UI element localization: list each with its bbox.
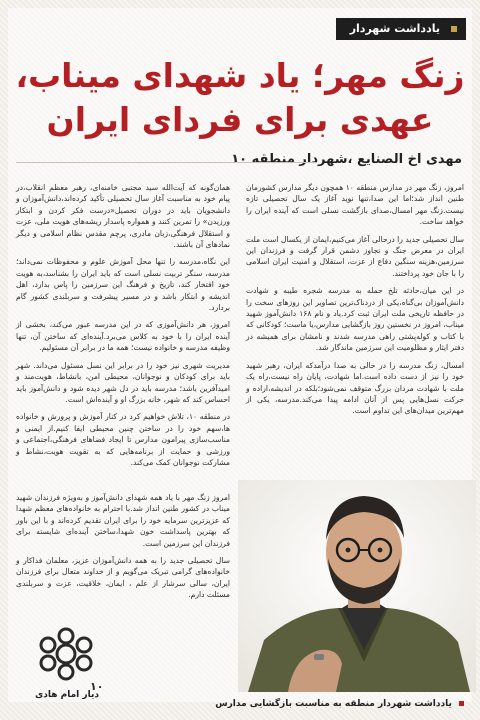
municipality-emblem-icon xyxy=(24,624,108,694)
byline-divider xyxy=(16,162,316,163)
section-tag xyxy=(336,18,466,40)
logo-label: دیار امام هادی xyxy=(35,690,99,700)
article-column-right xyxy=(246,182,464,423)
paragraph: در این میان،حادثه تلخ حمله به مدرسه شجره طیبه و شهادت دانش‌آموزان بی‌گناه،یکی از دردناک‌ترین تصاویر این روزهای سخت را در حافظه تاریخی ملت ایران ثبت کرد.یاد و نام ۱۶۸ دانش‌آموز شهید میناب، امروز در نخستین روز بازگشایی مدارس،یا ماست؛ کودکانی که با کتاب و کوله‌پشتی راهی مدرسه شدند و نامشان برای همیشه در دفتر ایثار و مظلومیت این سرزمین ماندگار شد. xyxy=(246,286,464,353)
section-tag-label: یادداشت شهردار xyxy=(349,22,440,35)
paragraph: امروز، زنگ مهر در مدارس منطقه ۱۰ همچون دیگر مدارس کشورمان طنین انداز شد؛اما این صدا،تنها نوید آغاز یک سال تحصیلی تازه نیست.زنگ مهر امسال،صدای بازگشت نسلی است که آینده ایران را خواهد ساخت. xyxy=(246,183,464,227)
headline-line-1: زنگ مهر؛ یاد شهدای میناب، xyxy=(15,56,465,95)
paragraph: در منطقه ۱۰، تلاش خواهیم کرد در کنار آموزش و پرورش و خانواده ها،سهم خود را در ساختن چنین محیطی ایفا کنیم.از ایمنی و مناسب‌سازی پیرامون مدارس تا ایجاد فضاهای فرهنگی،اجتماعی و ورزشی و حمایت از برنامه‌هایی که به تقویت هویت،نشاط و مشارکت نوجوانان کمک می‌کند. xyxy=(16,412,230,467)
article-column-left-bottom xyxy=(16,492,230,607)
headline-line-2: عهدی برای فردای ایران xyxy=(46,100,434,139)
paragraph: مدیریت شهری نیز خود را در برابر این نسل مسئول می‌داند. شهر باید برای کودکان و نوجوانان، محیطی امن، بانشاط، هویت‌مند و امیدآفرین باشد؛ مدرسه باید در دل شهر دیده شود و دانش‌آموز باید احساس کند که شهر، خانه بزرگ او و آینده‌اش است. xyxy=(16,360,230,404)
caption-text: یادداشت شهردار منطقه به مناسبت بازگشایی مدارس xyxy=(215,699,452,709)
paragraph: سال تحصیلی جدید را به همه دانش‌آموزان عزیز، معلمان فداکار و خانواده‌های گرامی تبریک می‌گویم و از خداوند متعال برای فرزندان ایران، سالی سرشار از علم ، ایمان، خلاقیت، عزت و سربلندی مسئلت دارم. xyxy=(16,556,230,600)
portrait-illustration xyxy=(238,480,476,692)
article-column-left xyxy=(16,182,230,474)
paragraph: همان‌گونه که آیت‌الله سید مجتبی خامنه‌ای، رهبر معظم انقلاب،در پیام خود به مناسبت آغاز سال تحصیلی تأکید کرده‌اند،دانش‌آموزان و دانشجویان باید در دوران تحصیل«درست فکر کردن و ابتکار ورزیدن» را تمرین کنند و همواره پاسدار ریشه‌های هویت ملی، عزت و استقلال فرهنگی،زبان مادری، پرچم مقدس نظام اسلامی و دیگر نمادهای آن باشند. xyxy=(16,183,230,250)
caption-bullet-icon xyxy=(459,701,464,706)
author-byline: مهدی اخ الصنایع ،شهردار منطقه ۱۰ xyxy=(231,152,462,167)
paragraph: امروز زنگ مهر با یاد همه شهدای دانش‌آموز و به‌ویژه فرزندان شهید میناب در کشور طنین انداز شد.با احترام به خانواده‌های معظم شهدا که عزیزترین سرمایه خود را برای ایران تقدیم کرده‌اند و با این باور که بهترین پاسداشت خون شهدا،ساختن آینده‌ای شایسته برای فرزندان این سرزمین است. xyxy=(16,493,230,548)
logo-number: ۱۰ xyxy=(90,680,104,693)
paragraph: این نگاه،مدرسه را تنها محل آموزش علوم و محفوظات نمی‌داند؛مدرسه، سنگر تربیت نسلی است که باید ایران را بشناسد،به هویت خود افتخار کند، تاریخ و فرهنگ این سرزمین را پاس بدارد، اهل اندیشه و ابتکار باشد و در مسیر پیشرفت و سربلندی کشور گام بردارد. xyxy=(16,257,230,313)
headline xyxy=(14,54,466,142)
paragraph: امروز، هر دانش‌آموزی که در این مدرسه عبور می‌کند، بخشی از آینده ایران را با خود به کلاس می‌برد.آینده‌ای که ساختن آن، تنها وظیفه مدرسه و خانواده نیست؛ همه ما در برابر آن مسئولیم. xyxy=(16,320,230,353)
author-portrait xyxy=(238,480,476,692)
tag-marker-icon xyxy=(451,26,457,32)
photo-caption xyxy=(215,699,464,709)
paragraph: امسال، زنگ مدرسه را در حالی به صدا درآمدکه ایران، رهبر شهید خود را نیز از دست داده است.اما شهادت، پایان راه نیست،راه یک ملت با شهادت مردان بزرگ متوقف نمی‌شود؛بلکه در اندیشه،اراده و حرکت نسل‌هایی پس از آنان ادامه پیدا می‌کند.مدرسه، یکی از مهم‌ترین میدان‌های این تداوم است. xyxy=(246,360,464,416)
paragraph: سال تحصیلی جدید را درحالی آغاز می‌کنیم،ایمان از یکسال است ملت ایران در معرض جنگ و تجاوز دشمن قرار گرفت و فرزندان این سرزمین،هزینه سنگین دفاع از عزت، استقلال و امنیت ایران اسلامی را با جان خود پرداختند. xyxy=(246,234,464,278)
